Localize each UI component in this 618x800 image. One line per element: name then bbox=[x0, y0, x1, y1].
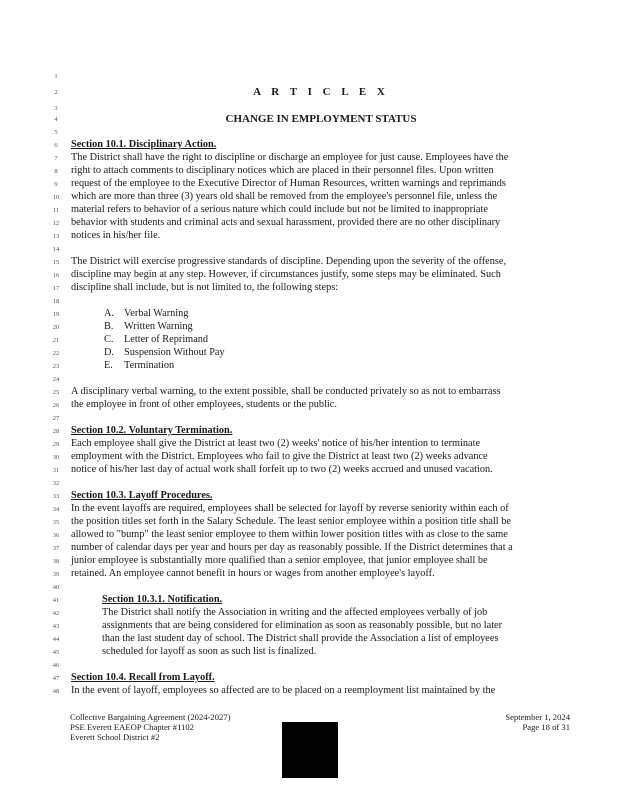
section-heading-10-3: Section 10.3. Layoff Procedures. bbox=[71, 490, 213, 501]
list-text: Verbal Warning bbox=[124, 308, 189, 319]
line-number: 36 bbox=[52, 532, 60, 539]
section-heading-10-3-1: Section 10.3.1. Notification. bbox=[102, 594, 223, 605]
line-number: 27 bbox=[52, 415, 60, 422]
footer-page-number: Page 18 of 31 bbox=[522, 722, 570, 732]
line-number: 23 bbox=[52, 363, 60, 370]
body-line: discipline shall include, but is not limited to, the following steps: bbox=[71, 282, 339, 293]
body-line: which are more than three (3) years old shall be removed from the employee's personnel file, unless the bbox=[71, 191, 498, 202]
line-number: 16 bbox=[52, 272, 60, 279]
line-number: 14 bbox=[52, 246, 60, 253]
list-item bbox=[104, 308, 604, 320]
list-letter: E. bbox=[104, 360, 113, 371]
line-number: 13 bbox=[52, 233, 60, 240]
redaction-block bbox=[282, 722, 338, 778]
line-number: 33 bbox=[52, 493, 60, 500]
line-number: 29 bbox=[52, 441, 60, 448]
line-number: 39 bbox=[52, 571, 60, 578]
body-line: junior employee is substantially more qualified than a senior employee, that junior employee shall be bbox=[71, 555, 488, 566]
list-item bbox=[104, 360, 604, 372]
section-heading-10-4: Section 10.4. Recall from Layoff. bbox=[71, 672, 215, 683]
body-line: Each employee shall give the District at least two (2) weeks' notice of his/her intention to terminate bbox=[71, 438, 481, 449]
list-item bbox=[104, 321, 604, 333]
body-line: The District will exercise progressive standards of discipline. Depending upon the severity of the offense, bbox=[71, 256, 507, 267]
line-number: 44 bbox=[52, 636, 60, 643]
footer-left-line: PSE Everett EAEOP Chapter #1102 bbox=[70, 722, 194, 732]
list-text: Written Warning bbox=[124, 321, 193, 332]
line-number: 38 bbox=[52, 558, 60, 565]
line-number: 30 bbox=[52, 454, 60, 461]
line-number: 37 bbox=[52, 545, 60, 552]
body-line: than the last student day of school. The District shall provide the Association a list of employees bbox=[102, 633, 499, 644]
list-text: Termination bbox=[124, 360, 175, 371]
body-line: In the event of layoff, employees so affected are to be placed on a reemployment list maintained by the bbox=[71, 685, 496, 696]
line-number: 26 bbox=[52, 402, 60, 409]
line-number: 41 bbox=[52, 597, 60, 604]
line-number: 42 bbox=[52, 610, 60, 617]
body-line: In the event layoffs are required, employees shall be selected for layoff by reverse seniority within each of bbox=[71, 503, 509, 514]
body-line: notice of his/her last day of actual work shall forfeit up to two (2) weeks accrued and unused vacation. bbox=[71, 464, 493, 475]
section-heading-10-2: Section 10.2. Voluntary Termination. bbox=[71, 425, 233, 436]
line-number: 5 bbox=[54, 129, 58, 136]
body-line: number of calendar days per year and hours per day as reasonably possible. If the District determines that a bbox=[71, 542, 513, 553]
line-number: 4 bbox=[54, 116, 58, 123]
line-number: 34 bbox=[52, 506, 60, 513]
line-number: 31 bbox=[52, 467, 60, 474]
body-line: The District shall have the right to discipline or discharge an employee for just cause. Employees have the bbox=[71, 152, 509, 163]
line-number: 24 bbox=[52, 376, 60, 383]
body-line: assignments that are being considered for elimination as soon as reasonably possible, but no later bbox=[102, 620, 503, 631]
list-letter: B. bbox=[104, 321, 114, 332]
line-number: 32 bbox=[52, 480, 60, 487]
footer-left-line: Everett School District #2 bbox=[70, 732, 160, 742]
line-number: 11 bbox=[52, 207, 60, 214]
line-number: 8 bbox=[54, 168, 58, 175]
line-number: 21 bbox=[52, 337, 60, 344]
line-number: 35 bbox=[52, 519, 60, 526]
line-number: 48 bbox=[52, 688, 60, 695]
line-number: 9 bbox=[54, 181, 58, 188]
section-heading-10-1: Section 10.1. Disciplinary Action. bbox=[71, 139, 217, 150]
list-text: Letter of Reprimand bbox=[124, 334, 209, 345]
body-line: A disciplinary verbal warning, to the extent possible, shall be conducted privately so as not to embarrass bbox=[71, 386, 501, 397]
line-number: 2 bbox=[54, 89, 58, 96]
line-number: 25 bbox=[52, 389, 60, 396]
body-line: The District shall notify the Association in writing and the affected employees verbally of job bbox=[102, 607, 488, 618]
list-item bbox=[104, 334, 604, 346]
body-line: allowed to "bump" the least senior employee to them within lower position titles with as close to the same bbox=[71, 529, 508, 540]
line-number: 10 bbox=[52, 194, 60, 201]
line-number: 3 bbox=[54, 105, 58, 112]
line-number: 18 bbox=[52, 298, 60, 305]
line-number: 45 bbox=[52, 649, 60, 656]
body-line: the employee in front of other employees, students or the public. bbox=[71, 399, 337, 410]
body-line: discipline may begin at any step. However, if circumstances justify, some steps may be eliminated. Such bbox=[71, 269, 501, 280]
line-number: 28 bbox=[52, 428, 60, 435]
line-number: 19 bbox=[52, 311, 60, 318]
line-number: 6 bbox=[54, 142, 58, 149]
line-number: 20 bbox=[52, 324, 60, 331]
line-number: 15 bbox=[52, 259, 60, 266]
list-letter: C. bbox=[104, 334, 114, 345]
line-number: 1 bbox=[54, 73, 58, 80]
line-number: 43 bbox=[52, 623, 60, 630]
body-line: employment with the District. Employees who fail to give the District at least two (2) weeks advance bbox=[71, 451, 488, 462]
article-heading: A R T I C L E X bbox=[253, 86, 389, 98]
body-line: behavior with students and criminal acts and sexual harassment, provided there are no other disciplinary bbox=[71, 217, 501, 228]
line-number: 46 bbox=[52, 662, 60, 669]
body-line: the position titles set forth in the Salary Schedule. The least senior employee within a position title shall be bbox=[71, 516, 511, 527]
footer-left-line: Collective Bargaining Agreement (2024-2027) bbox=[70, 712, 231, 722]
list-text: Suspension Without Pay bbox=[124, 347, 225, 358]
line-number: 47 bbox=[52, 675, 60, 682]
footer-date: September 1, 2024 bbox=[505, 712, 570, 722]
list-letter: D. bbox=[104, 347, 115, 358]
line-number: 40 bbox=[52, 584, 60, 591]
line-number: 22 bbox=[52, 350, 60, 357]
list-letter: A. bbox=[104, 308, 115, 319]
chapter-title: CHANGE IN EMPLOYMENT STATUS bbox=[225, 113, 417, 125]
line-number: 17 bbox=[52, 285, 60, 292]
body-line: scheduled for layoff as soon as such list is finalized. bbox=[102, 646, 317, 657]
body-line: right to attach comments to disciplinary notices which are placed in their personnel files. Upon written bbox=[71, 165, 494, 176]
line-number: 12 bbox=[52, 220, 60, 227]
list-item bbox=[104, 347, 604, 359]
body-line: material refers to behavior of a serious nature which could include but not be limited to inappropriate bbox=[71, 204, 488, 215]
line-number: 7 bbox=[54, 155, 58, 162]
body-line: retained. An employee cannot benefit in hours or wages from another employee's layoff. bbox=[71, 568, 435, 579]
body-line: notices in his/her file. bbox=[71, 230, 161, 241]
body-line: request of the employee to the Executive Director of Human Resources, written warnings and reprimands bbox=[71, 178, 506, 189]
